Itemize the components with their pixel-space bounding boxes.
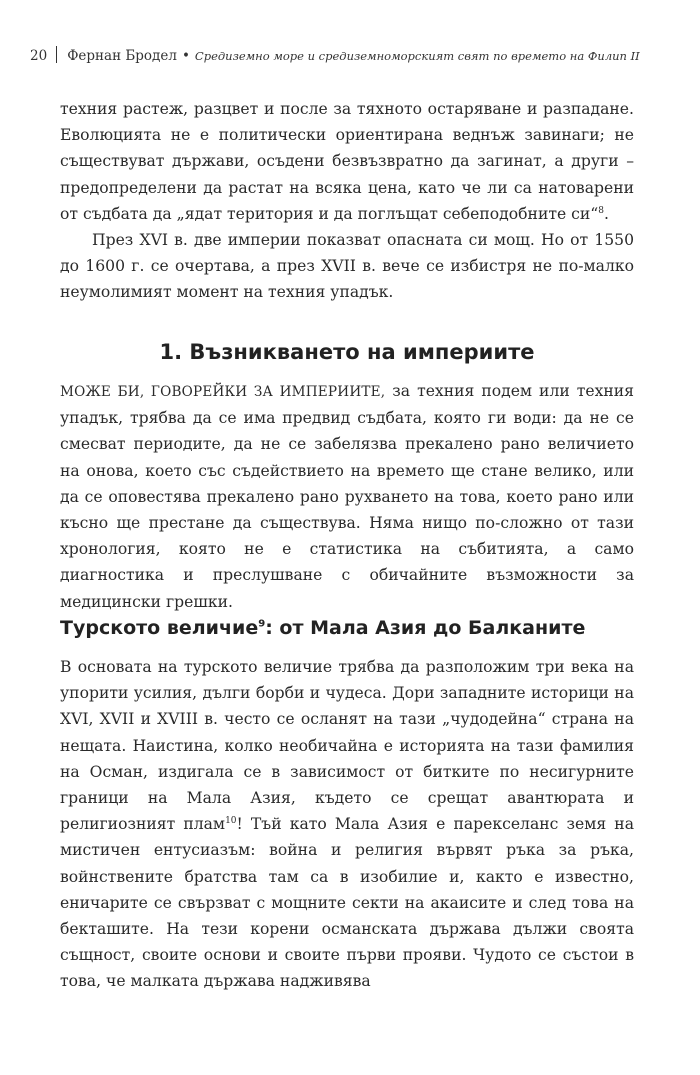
- footnote-ref-8: 8: [598, 205, 604, 216]
- subsection-heading: [60, 614, 660, 642]
- paragraph-1: [60, 96, 634, 227]
- section-2-text: [60, 654, 634, 995]
- intro-text: [60, 96, 634, 306]
- paragraph-2: През XVI в. две империи показват опасната си мощ. Но от 1550 до 1600 г. се очертава, а през XVII в. вече се избистря не по-малко неумолимият момент на техния упадък.: [60, 231, 634, 302]
- footnote-ref-10: 10: [225, 816, 237, 827]
- subsection-heading-b: : от Мала Азия до Балканите: [265, 617, 586, 639]
- running-header: [30, 46, 670, 66]
- paragraph-1-end: .: [604, 204, 609, 223]
- lead-small-caps: МОЖЕ БИ, ГОВОРЕЙКИ ЗА ИМПЕРИИТЕ,: [60, 384, 386, 400]
- paragraph-4-text-a: В основата на турското величие трябва да разположим три века на упорити усилия, дълги борби и чудеса. Дори западните историци на XVI, XVII и XVIII в. често се осланят на тази „чудодейна“ страна на нещата. Наистина, колко необичайна е историята на тази фамилия на Осман, издигала се в зависимост от битките по несигурните граници на Мала Азия, където се срещат авантюрата и религиозният плам: [60, 658, 634, 834]
- paragraph-4-text-b: ! Тъй като Мала Азия е парекселанс земя на мистичен ентусиазъм: война и религия вървят ръка за ръка, войнствените братства там са в изобилие и, както е известно, еничарите се свързват с мощните секти на акаисите и след това на бекташите. На тези корени османската държава дължи своята същност, своите основи и своите първи прояви. Чудото се състои в това, че малката държава надживява: [60, 815, 635, 991]
- footnote-ref-9: 9: [258, 618, 266, 630]
- header-author: Фернан Бродел: [67, 48, 177, 64]
- header-bullet: •: [181, 48, 190, 64]
- subsection-heading-a: Турското величие: [60, 617, 259, 639]
- header-divider: [56, 46, 57, 63]
- paragraph-3-text: за техния подем или техния упадък, трябва да се има предвид съдбата, която ги води: да не се смесват периодите, да не се забелязва прекалено рано величието на онова, което със съдействието на времето ще стане велико, или да се оповестява прекалено рано рухването на това, което рано или късно ще престане да съществува. Няма нищо по-сложно от тази хронология, която не е статистика на събитията, а само диагностика и преслушване с обичайните възможности за медицински грешки.: [60, 382, 635, 611]
- section-1-text: [60, 378, 634, 615]
- header-book-title: Средиземно море и средиземноморският свят по времето на Филип II: [194, 49, 640, 63]
- paragraph-1-text: техния растеж, разцвет и после за тяхното остаряване и разпадане. Еволюцията не е политически ориентирана веднъж завинаги; не съществуват държави, осъдени безвъзвратно да загинат, а други – предопределени да растат на всяка цена, като че ли са натоварени от съдбата да „ядат територия и да поглъщат себеподобните си“: [60, 100, 634, 223]
- paragraph-3: [60, 378, 634, 615]
- page-number: 20: [30, 48, 48, 64]
- paragraph-4: [60, 654, 634, 995]
- section-heading: 1. Възникването на империите: [159, 340, 535, 364]
